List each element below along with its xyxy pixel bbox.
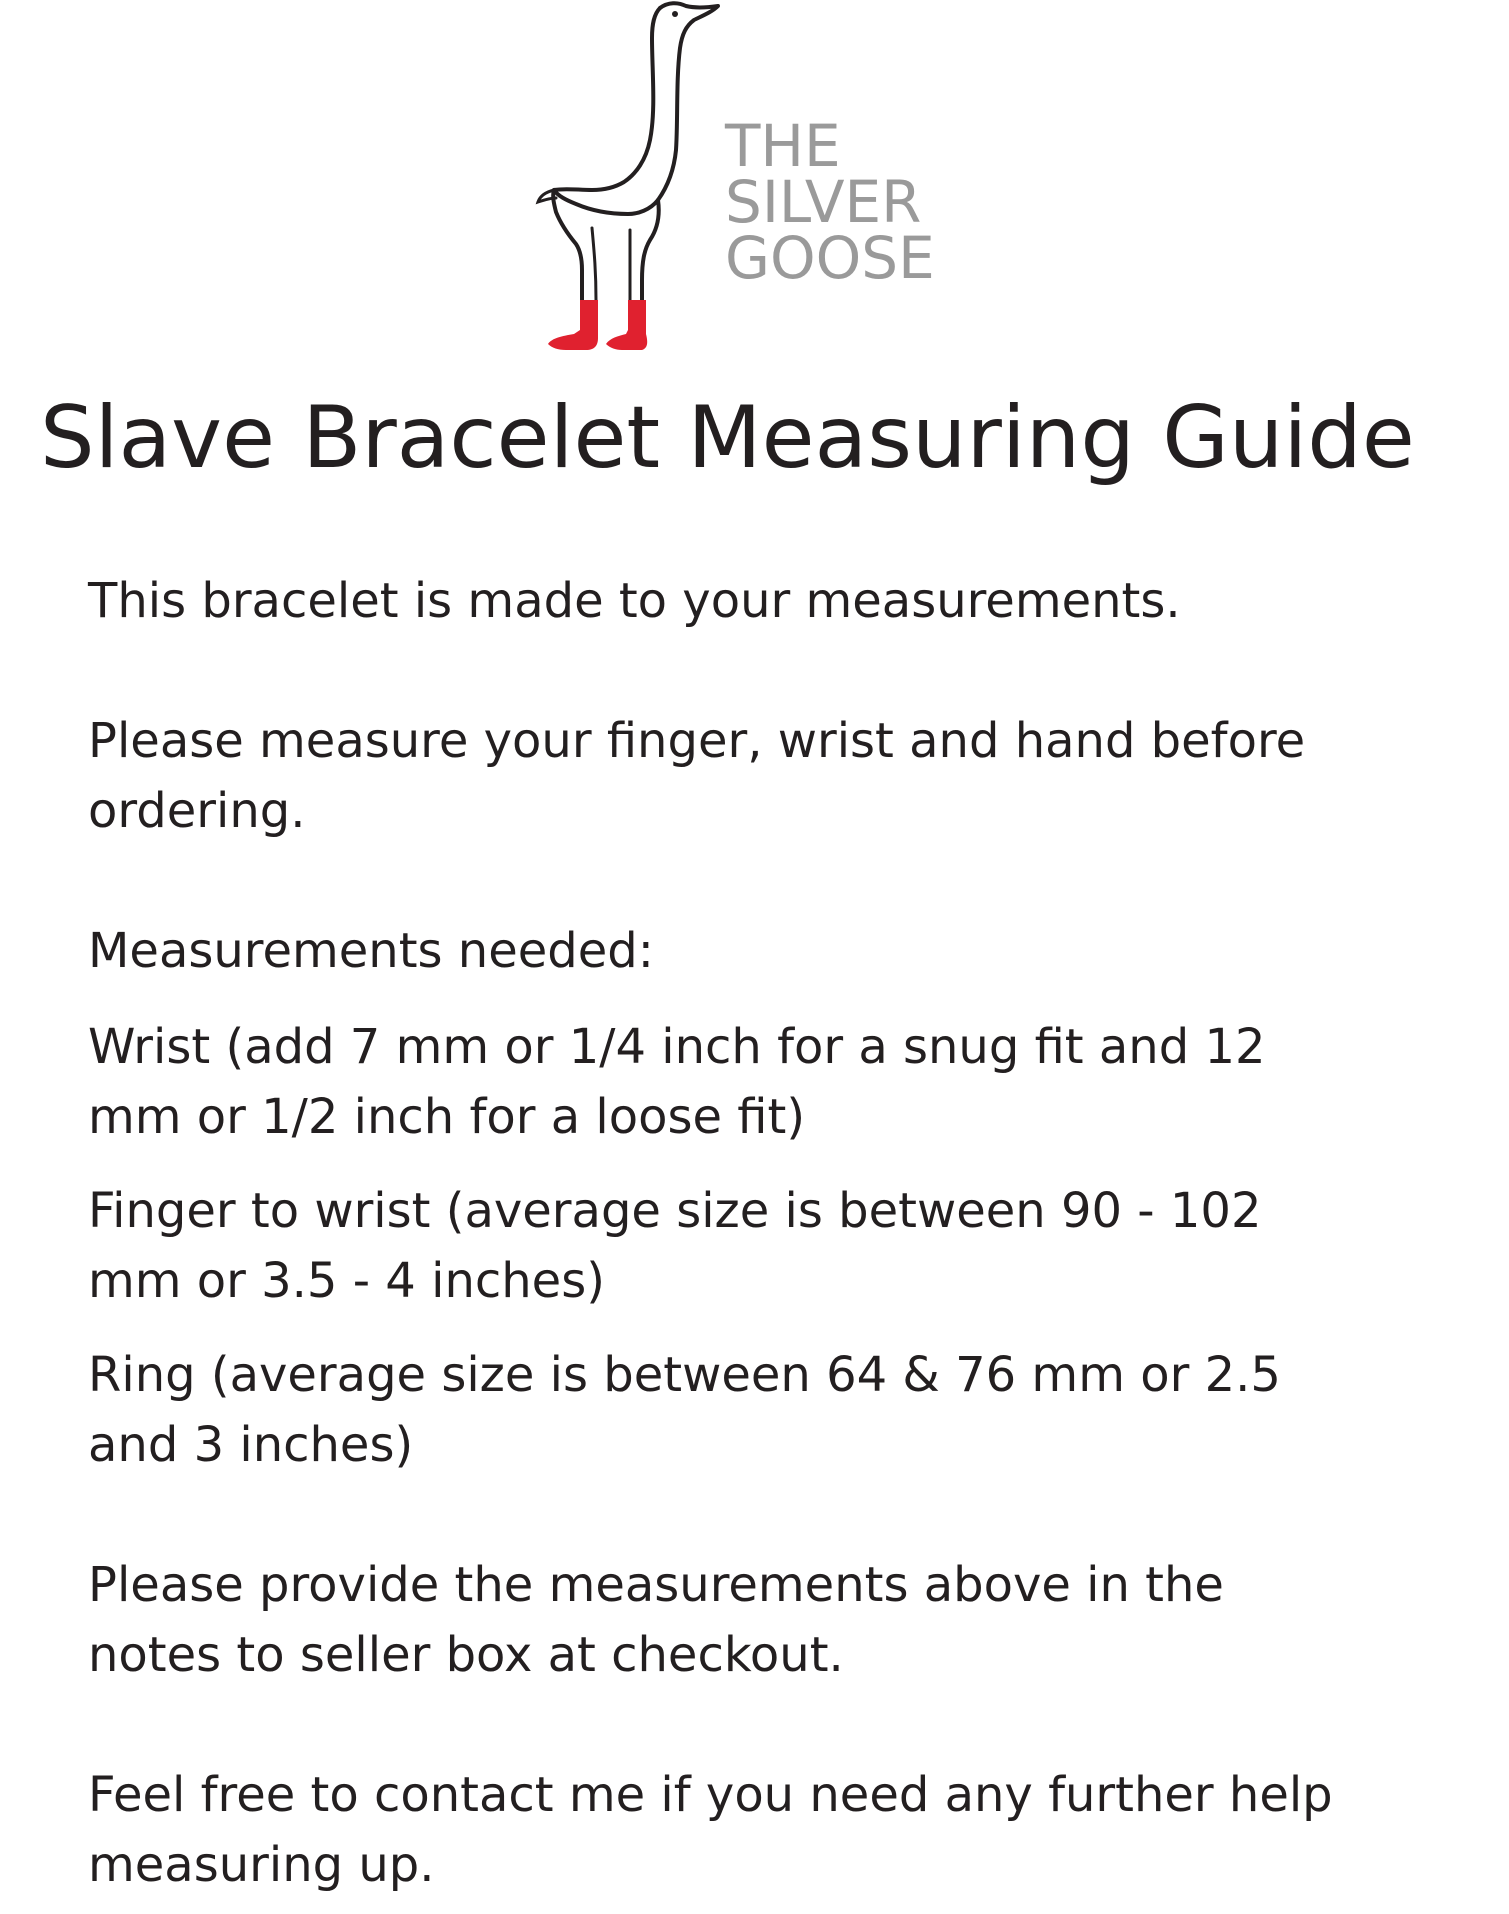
- provide-paragraph: Please provide the measurements above in the notes to seller box at checkout.: [88, 1557, 1224, 1683]
- intro-paragraph: This bracelet is made to your measurements.: [88, 573, 1181, 629]
- please-measure-paragraph: Please measure your finger, wrist and hand before ordering.: [88, 713, 1306, 839]
- ring-measurement: Ring (average size is between 64 & 76 mm or 2.5 and 3 inches): [88, 1347, 1281, 1473]
- page-title: Slave Bracelet Measuring Guide: [40, 388, 1415, 488]
- finger-to-wrist-measurement: Finger to wrist (average size is between 90 - 102 mm or 3.5 - 4 inches): [88, 1183, 1262, 1309]
- logo: [0, 0, 1509, 360]
- goose-icon: [518, 0, 728, 360]
- brand-line: SILVER: [725, 168, 922, 236]
- contact-paragraph: Feel free to contact me if you need any further help measuring up.: [88, 1767, 1333, 1893]
- brand-line: THE: [725, 112, 841, 180]
- left-boot-icon: [548, 300, 598, 350]
- right-boot-icon: [606, 300, 647, 350]
- brand-name: [725, 112, 935, 292]
- wrist-measurement: Wrist (add 7 mm or 1/4 inch for a snug fit and 12 mm or 1/2 inch for a loose fit): [88, 1019, 1266, 1145]
- measurements-heading: Measurements needed:: [88, 923, 654, 979]
- brand-line: GOOSE: [725, 224, 935, 292]
